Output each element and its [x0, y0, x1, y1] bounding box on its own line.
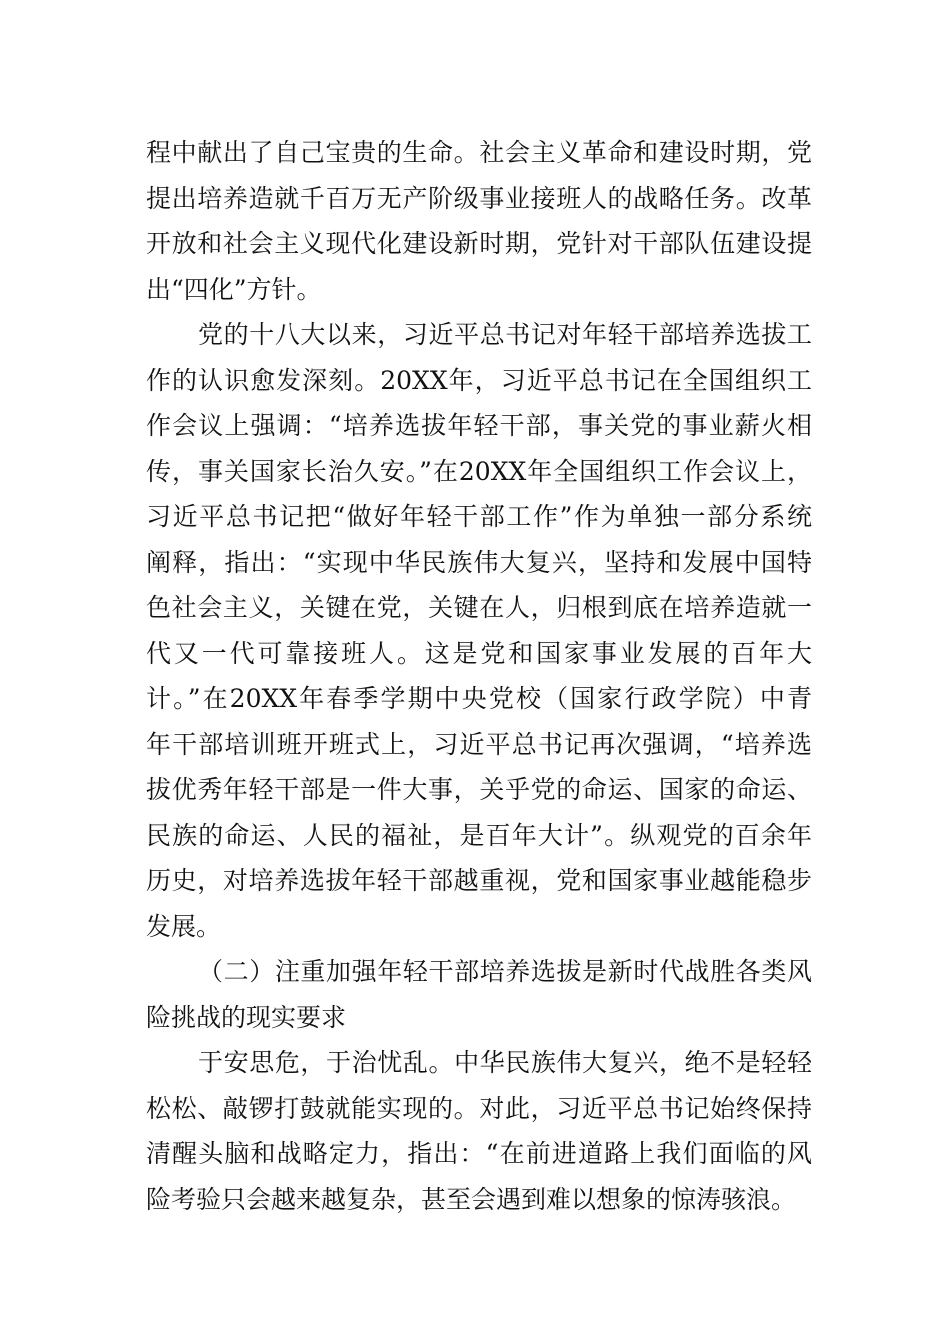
text-line: 提出培养造就千百万无产阶级事业接班人的战略任务。改革 — [146, 183, 812, 213]
paragraph — [146, 312, 812, 949]
text-line: 色社会主义，关键在党，关键在人，归根到底在培养造就一 — [146, 593, 812, 622]
heading-line: （二）注重加强年轻干部培养选拔是新时代战胜各类风 — [198, 957, 812, 986]
text-line: 阐释，指出：“实现中华民族伟大复兴，坚持和发展中国特 — [146, 547, 812, 577]
text-line: 计。”在20XX年春季学期中央党校（国家行政学院）中青 — [146, 684, 812, 713]
section-heading — [146, 949, 812, 1040]
text-line: 民族的命运、人民的福祉，是百年大计”。纵观党的百余年 — [146, 820, 812, 850]
text-line: 发展。 — [146, 911, 222, 941]
text-line: 作会议上强调：“培养选拔年轻干部，事关党的事业薪火相 — [146, 411, 812, 440]
text-line: 清醒头脑和战略定力，指出：“在前进道路上我们面临的风 — [146, 1139, 812, 1168]
text-line: 程中献出了自己宝贵的生命。社会主义革命和建设时期，党 — [146, 138, 812, 167]
text-line: 年干部培训班开班式上，习近平总书记再次强调，“培养选 — [146, 729, 812, 759]
paragraph — [146, 1040, 812, 1222]
text-line: 拔优秀年轻干部是一件大事，关乎党的命运、国家的命运、 — [146, 775, 812, 804]
text-line: 松松、敲锣打鼓就能实现的。对此，习近平总书记始终保持 — [146, 1093, 812, 1123]
document-body — [146, 130, 812, 1222]
text-line: 于安思危，于治忧乱。中华民族伟大复兴，绝不是轻轻 — [198, 1048, 812, 1077]
text-line: 历史，对培养选拔年轻干部越重视，党和国家事业越能稳步 — [146, 866, 812, 895]
text-line: 险考验只会越来越复杂，甚至会遇到难以想象的惊涛骇浪。 — [146, 1184, 797, 1214]
text-line: 作的认识愈发深刻。20XX年，习近平总书记在全国组织工 — [146, 365, 812, 395]
text-line: 习近平总书记把“做好年轻干部工作”作为单独一部分系统 — [146, 502, 812, 531]
text-line: 党的十八大以来，习近平总书记对年轻干部培养选拔工 — [198, 320, 812, 349]
text-line: 出“四化”方针。 — [146, 274, 322, 304]
text-line: 开放和社会主义现代化建设新时期，党针对干部队伍建设提 — [146, 229, 812, 258]
text-line: 传，事关国家长治久安。”在20XX年全国组织工作会议上， — [146, 456, 812, 486]
paragraph — [146, 130, 812, 312]
text-line: 代又一代可靠接班人。这是党和国家事业发展的百年大 — [146, 638, 812, 668]
heading-line: 险挑战的现实要求 — [146, 1002, 347, 1032]
